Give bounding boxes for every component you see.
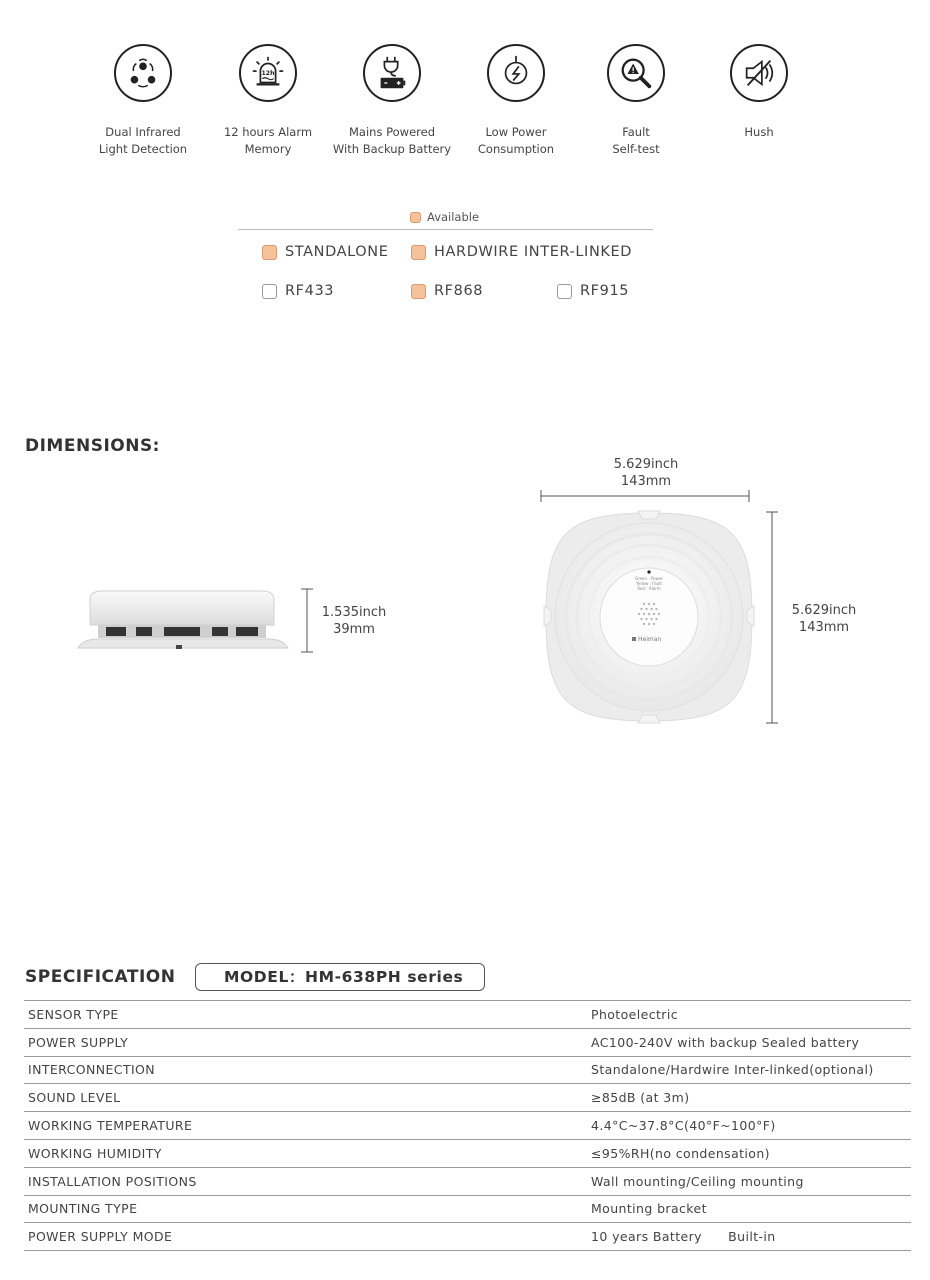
dual-infrared-icon: [114, 44, 172, 102]
table-row: [24, 1223, 911, 1251]
spec-value: AC100-240V with backup Sealed battery: [587, 1028, 911, 1056]
spec-value: Photoelectric: [587, 1001, 911, 1029]
feature-label: Mains Powered With Backup Battery: [332, 125, 452, 156]
option-label: HARDWIRE INTER-LINKED: [434, 244, 633, 260]
depth-mm: 143mm: [798, 620, 850, 635]
spec-value: Wall mounting/Ceiling mounting: [587, 1167, 911, 1195]
option-label: STANDALONE: [285, 244, 389, 260]
checkbox-available: [411, 284, 426, 299]
table-row: [24, 1056, 911, 1084]
spec-name: SOUND LEVEL: [24, 1084, 587, 1112]
model-label: MODEL：HM-638PH series: [195, 963, 485, 991]
option-label: RF433: [285, 283, 335, 299]
spec-name: WORKING HUMIDITY: [24, 1139, 587, 1167]
feature-dual-infrared: [78, 44, 208, 158]
checkbox-available: [411, 245, 426, 260]
specification-table: [24, 1000, 911, 1251]
hush-icon: [730, 44, 788, 102]
option-rf868: [411, 283, 483, 299]
spec-value: Mounting bracket: [587, 1195, 911, 1223]
height-mm: 39mm: [333, 622, 375, 637]
option-rf433: [262, 283, 334, 299]
depth-dimension-line: [764, 511, 780, 725]
height-dimension-label: [318, 604, 390, 638]
alarm-memory-icon: [239, 44, 297, 102]
spec-value: 10 years Battery Built-in: [587, 1223, 911, 1251]
spec-value: 4.4°C~37.8°C(40°F~100°F): [587, 1112, 911, 1140]
spec-value: Standalone/Hardwire Inter-linked(optional): [587, 1056, 911, 1084]
legend-divider: [238, 229, 653, 230]
feature-low-power: [451, 44, 581, 158]
option-label: RF868: [434, 283, 484, 299]
option-label: RF915: [580, 283, 630, 299]
svg-text:Yellow : Fault: Yellow : Fault: [636, 581, 662, 586]
width-dimension-label: [605, 456, 687, 490]
alarm-memory-badge: 12h: [261, 69, 275, 77]
feature-label: 12 hours Alarm Memory: [223, 125, 313, 156]
svg-text:Red : Alarm: Red : Alarm: [637, 586, 661, 591]
table-row: [24, 1167, 911, 1195]
feature-hush: [694, 44, 824, 141]
width-mm: 143mm: [620, 474, 672, 489]
specification-title: SPECIFICATION: [25, 967, 176, 987]
table-row: [24, 1001, 911, 1029]
legend-label: Available: [427, 210, 480, 224]
table-row: [24, 1084, 911, 1112]
checkbox-unavailable: [262, 284, 277, 299]
table-row: [24, 1028, 911, 1056]
table-row: [24, 1112, 911, 1140]
spec-name: INSTALLATION POSITIONS: [24, 1167, 587, 1195]
table-row: [24, 1195, 911, 1223]
spec-name: SENSOR TYPE: [24, 1001, 587, 1029]
spec-value: ≥85dB (at 3m): [587, 1084, 911, 1112]
option-hardwire: [411, 244, 632, 260]
spec-value: ≤95%RH(no condensation): [587, 1139, 911, 1167]
spec-name: MOUNTING TYPE: [24, 1195, 587, 1223]
option-rf915: [557, 283, 629, 299]
availability-legend: [410, 210, 479, 224]
option-standalone: [262, 244, 389, 260]
depth-inch: 5.629inch: [791, 603, 857, 618]
feature-label: Dual Infrared Light Detection: [98, 125, 188, 156]
dimensions-title: DIMENSIONS:: [25, 436, 160, 456]
spec-name: POWER SUPPLY MODE: [24, 1223, 587, 1251]
width-dimension-line: [540, 489, 752, 503]
feature-label: Fault Self-test: [612, 125, 660, 156]
feature-mains-battery: [327, 44, 457, 158]
table-row: [24, 1139, 911, 1167]
spec-name: INTERCONNECTION: [24, 1056, 587, 1084]
feature-alarm-memory: [203, 44, 333, 158]
checkbox-available: [262, 245, 277, 260]
checkbox-unavailable: [557, 284, 572, 299]
height-inch: 1.535inch: [321, 605, 387, 620]
feature-label: Hush: [744, 125, 774, 139]
legend-swatch: [410, 212, 421, 223]
low-power-icon: [487, 44, 545, 102]
device-top-view: [543, 510, 755, 724]
feature-label: Low Power Consumption: [477, 125, 555, 156]
width-inch: 5.629inch: [613, 457, 679, 472]
spec-name: POWER SUPPLY: [24, 1028, 587, 1056]
device-side-view: [76, 588, 291, 656]
svg-text:Heiman: Heiman: [638, 636, 662, 643]
fault-selftest-icon: [607, 44, 665, 102]
mains-battery-icon: [363, 44, 421, 102]
feature-fault-selftest: [571, 44, 701, 158]
spec-name: WORKING TEMPERATURE: [24, 1112, 587, 1140]
depth-dimension-label: [787, 602, 861, 636]
svg-text:Green : Power: Green : Power: [634, 576, 664, 581]
height-dimension-line: [298, 588, 316, 654]
